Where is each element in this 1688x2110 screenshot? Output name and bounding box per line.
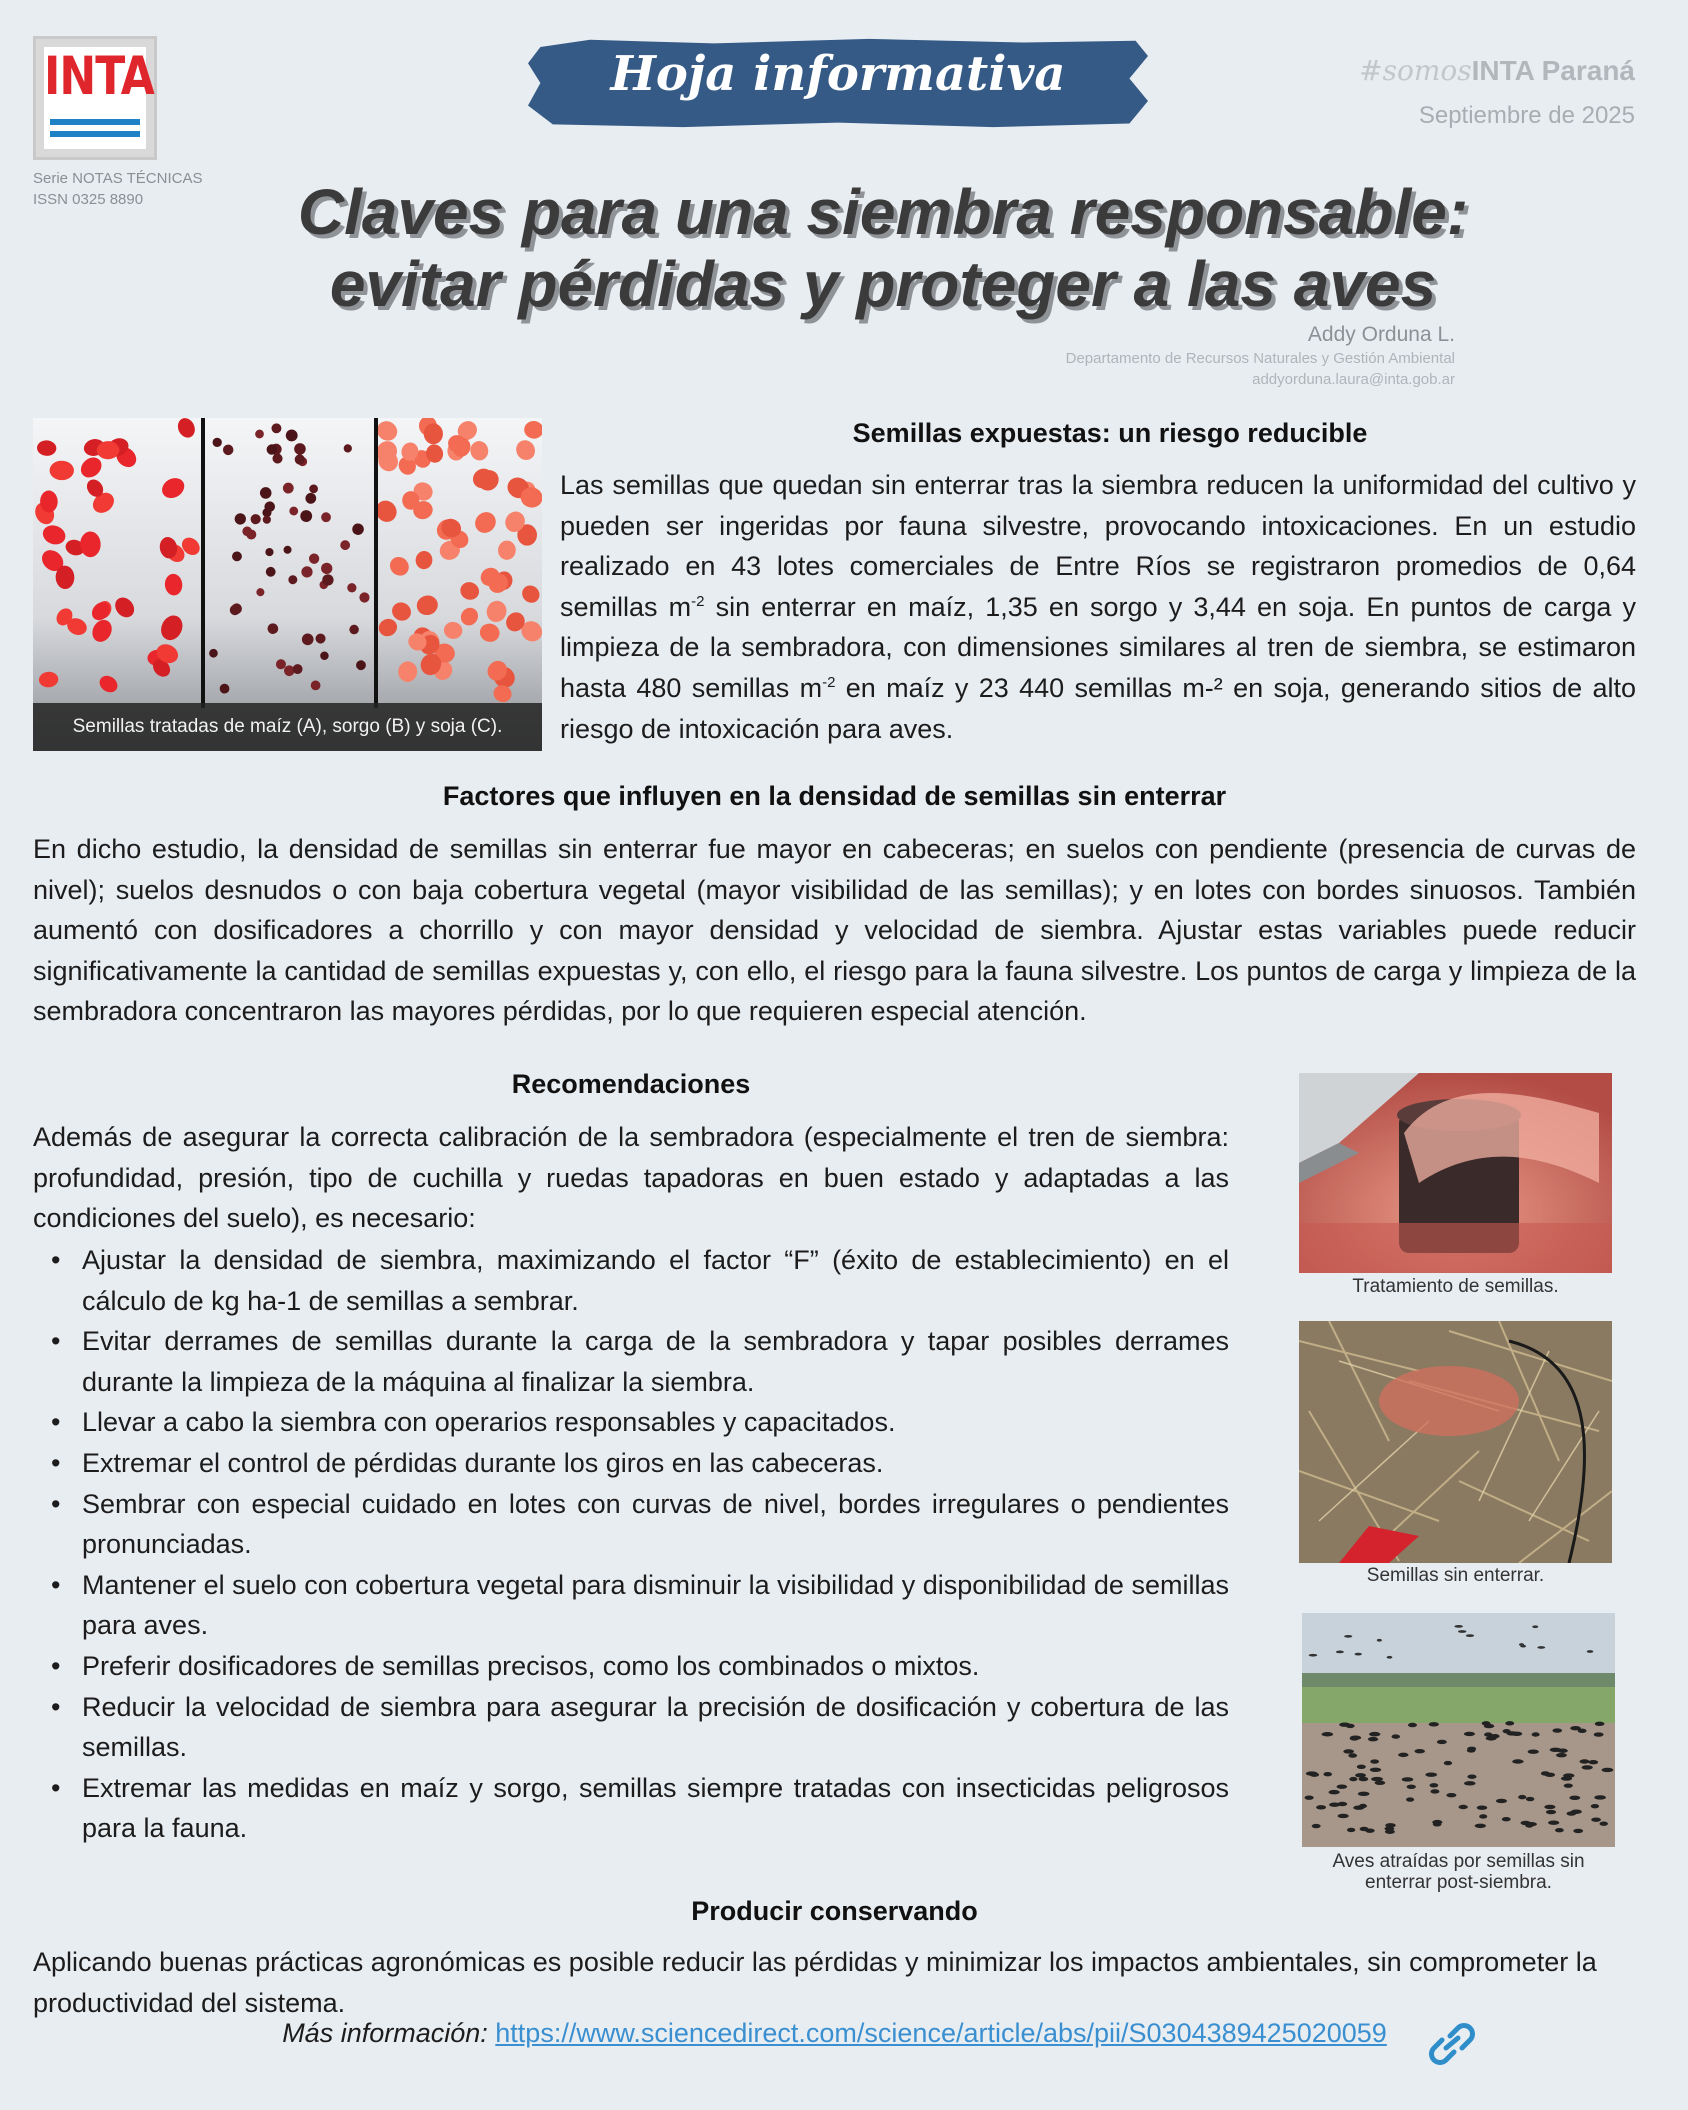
bird	[1511, 1732, 1522, 1736]
bird	[1505, 1721, 1514, 1725]
brand	[1359, 54, 1635, 87]
bird	[1358, 1792, 1370, 1796]
bird	[1359, 1777, 1369, 1781]
section-title-exposed-seeds: Semillas expuestas: un riesgo reducible	[852, 418, 1368, 448]
bird	[1588, 1760, 1598, 1764]
author-block	[1066, 322, 1455, 390]
bird	[1600, 1822, 1608, 1826]
bird	[1336, 1651, 1344, 1654]
bird	[1528, 1750, 1539, 1754]
bird	[1408, 1723, 1417, 1727]
bird	[1350, 1736, 1359, 1740]
bird	[1595, 1722, 1605, 1726]
bird	[1430, 1789, 1439, 1793]
bird	[1479, 1814, 1487, 1818]
bird	[1532, 1625, 1538, 1628]
bird	[1312, 1824, 1321, 1828]
section-body-factors: En dicho estudio, la densidad de semillas sin enterrar fue mayor en cabeceras; en suelos con pendiente (presencia de curvas de nivel); suelos desnudos o con baja cobertura vegetal (mayor visibilidad de las semillas); y en lotes con bordes sinuosos. También aumentó con dosificadores a chorrillo y con mayor densidad y velocidad de siembra. Ajustar estas variables puede reducir significativamente la cantidad de semillas expuestas y, con ello, el riesgo para la fauna silvestre. Los puntos de carga y limpieza de la sembradora concentraron las mayores pérdidas, por lo que requieren especial atención.	[33, 834, 1636, 1027]
photo-birds	[1302, 1613, 1615, 1847]
bird	[1525, 1822, 1537, 1826]
bird	[1594, 1732, 1604, 1736]
bird	[1346, 1724, 1355, 1728]
bird	[1398, 1753, 1408, 1757]
series-label: Serie NOTAS TÉCNICAS	[33, 170, 203, 187]
bird	[1458, 1805, 1467, 1809]
bird	[1518, 1795, 1526, 1799]
bird	[1587, 1650, 1594, 1653]
seeds-caption: Semillas tratadas de maíz (A), sorgo (B) y soja (C).	[33, 703, 542, 751]
bird	[1552, 1728, 1562, 1732]
bird	[1546, 1810, 1556, 1814]
bird	[1444, 1761, 1452, 1765]
bird	[1385, 1830, 1395, 1834]
bird	[1446, 1793, 1456, 1797]
logo-text: INTA	[44, 45, 154, 108]
bird	[1329, 1802, 1340, 1806]
bird	[1407, 1785, 1416, 1789]
title-line-1: Claves para una siembra responsable:	[297, 176, 1469, 248]
list-item: • Llevar a cabo la siembra con operarios responsables y capacitados.	[33, 1402, 1229, 1443]
bird	[1387, 1656, 1393, 1659]
bird	[1602, 1768, 1614, 1772]
list-item: • Extremar el control de pérdidas durante los giros en las cabeceras.	[33, 1443, 1229, 1484]
list-item: • Sembrar con especial cuidado en lotes con curvas de nivel, bordes irregulares o pendientes pronunciadas.	[33, 1484, 1229, 1565]
bird	[1337, 1785, 1348, 1789]
bird	[1570, 1726, 1581, 1730]
list-item: • Preferir dosificadores de semillas precisos, como los combinados o mixtos.	[33, 1646, 1229, 1687]
banner-title: Hoja informativa	[610, 46, 1066, 102]
bird	[1454, 1625, 1463, 1628]
bird	[1464, 1781, 1476, 1785]
bird	[1369, 1732, 1380, 1736]
bird	[1594, 1795, 1606, 1799]
bird	[1348, 1753, 1357, 1757]
superscript: -2	[691, 592, 705, 610]
bird	[1564, 1783, 1573, 1787]
bird	[1406, 1797, 1414, 1801]
bird	[1563, 1773, 1574, 1777]
text-fragment: Las semillas que quedan sin enterrar tras la siembra reducen la uniformidad del cultivo y pueden ser ingeridas por fauna silvestre, provocando intoxicaciones. En un estudio realizado en 43 lotes comerciales de Entre Ríos se registraron promedios de 0,64 semillas m	[560, 470, 1636, 622]
text-fragment: sin enterrar en maíz, 1,35 en sorgo y 3,44 en soja. En puntos de carga y limpieza de la sembradora, con dimensiones similares al tren de siembra, se estimaron hasta 480 semillas m	[560, 591, 1636, 703]
bird	[1458, 1630, 1467, 1633]
bird	[1484, 1724, 1494, 1728]
bird	[1544, 1805, 1555, 1809]
photo-unburied-seeds	[1299, 1321, 1612, 1563]
bird	[1343, 1749, 1354, 1753]
list-item: • Mantener el suelo con cobertura vegetal para disminuir la visibilidad y disponibilidad de semillas para aves.	[33, 1565, 1229, 1646]
bird	[1305, 1795, 1314, 1799]
bird	[1464, 1732, 1475, 1736]
author-email: addyorduna.laura@inta.gob.ar	[1252, 371, 1455, 388]
bird	[1355, 1653, 1362, 1656]
bird	[1579, 1759, 1589, 1763]
bird	[1582, 1765, 1593, 1769]
bird	[1370, 1768, 1382, 1772]
bird	[1306, 1771, 1318, 1775]
bird	[1323, 1772, 1332, 1776]
photo-caption: Semillas sin enterrar.	[1366, 1565, 1545, 1586]
bird	[1548, 1820, 1559, 1824]
bird	[1433, 1822, 1442, 1826]
bird	[1591, 1804, 1599, 1808]
bird	[1503, 1729, 1511, 1733]
bird	[1467, 1748, 1476, 1752]
bird	[1555, 1828, 1564, 1832]
bird	[1486, 1736, 1497, 1740]
seeds-figure	[33, 418, 542, 751]
seed	[50, 461, 74, 481]
bird	[1370, 1759, 1379, 1763]
bird	[1355, 1773, 1366, 1777]
list-item: • Evitar derrames de semillas durante la carga de la sembradora y tapar posibles derrames durante la limpieza de la máquina al finalizar la siembra.	[33, 1321, 1229, 1402]
more-info-label: Más información:	[282, 2018, 488, 2048]
bird	[1377, 1639, 1382, 1642]
bird	[1371, 1777, 1383, 1781]
section-title-factors: Factores que influyen en la densidad de semillas sin enterrar	[442, 781, 1227, 811]
section-body-conclusion: Aplicando buenas prácticas agronómicas es posible reducir las pérdidas y minimizar los impactos ambientales, sin comprometer la productividad del sistema.	[33, 1947, 1597, 2018]
bird	[1316, 1805, 1326, 1809]
bird	[1466, 1634, 1474, 1637]
issn-label: ISSN 0325 8890	[33, 191, 144, 208]
bird	[1322, 1732, 1334, 1736]
list-item: • Extremar las medidas en maíz y sorgo, semillas siempre tratadas con insecticidas peligrosos para la fauna.	[33, 1768, 1229, 1849]
bird	[1309, 1654, 1318, 1657]
bird	[1344, 1635, 1352, 1638]
bird	[1328, 1790, 1339, 1794]
bird	[1556, 1753, 1567, 1757]
bird	[1368, 1737, 1378, 1741]
bird	[1357, 1765, 1366, 1769]
brand-hashtag: #somos	[1359, 54, 1472, 87]
bird	[1573, 1829, 1583, 1833]
more-info	[33, 2018, 1636, 2049]
bird	[1526, 1797, 1535, 1801]
bird	[1519, 1643, 1524, 1646]
bird	[1532, 1732, 1540, 1736]
seeds-illustration	[33, 418, 542, 751]
bird	[1365, 1828, 1374, 1832]
bird	[1353, 1806, 1364, 1810]
bird	[1571, 1810, 1582, 1814]
link-icon[interactable]	[1424, 2022, 1482, 2066]
bird	[1502, 1817, 1511, 1821]
bird	[1569, 1796, 1580, 1800]
photo-caption: Aves atraídas por semillas sin enterrar post-siembra.	[1332, 1851, 1585, 1893]
page-title	[160, 176, 1606, 320]
list-item: • Ajustar la densidad de siembra, maximizando el factor “F” (éxito de establecimiento) en el cálculo de kg ha-1 de semillas a sembrar.	[33, 1240, 1229, 1321]
bird	[1429, 1722, 1439, 1726]
superscript: -2	[822, 673, 836, 691]
bird	[1484, 1732, 1492, 1736]
bird	[1550, 1748, 1562, 1752]
bird	[1338, 1814, 1349, 1818]
photo-seed-treatment	[1299, 1073, 1612, 1273]
title-line-2: evitar pérdidas y proteger a las aves	[329, 248, 1437, 320]
brand-name: INTA Paraná	[1471, 55, 1635, 86]
bird	[1392, 1734, 1400, 1738]
issue-date: Septiembre de 2025	[1418, 102, 1635, 129]
bird	[1375, 1781, 1386, 1785]
bird	[1477, 1806, 1488, 1810]
bird	[1496, 1799, 1507, 1803]
bird	[1425, 1772, 1437, 1776]
author-department: Departamento de Recursos Naturales y Gestión Ambiental	[1065, 350, 1455, 367]
bird	[1349, 1777, 1357, 1781]
author-name: Addy Orduna L.	[1307, 323, 1455, 346]
bird	[1467, 1774, 1476, 1778]
bird	[1430, 1783, 1439, 1787]
bird	[1437, 1740, 1447, 1744]
bird	[1475, 1824, 1486, 1828]
bird	[1347, 1828, 1355, 1832]
bird	[1591, 1817, 1601, 1821]
text-fragment: en maíz y 23 440 semillas m-² en soja, generando sitios de alto riesgo de intoxicación para aves.	[560, 672, 1636, 744]
recommendations-intro: Además de asegurar la correcta calibración de la sembradora (especialmente el tren de siembra: profundidad, presión, tipo de cuchilla y ruedas tapadoras en buen estado y adaptadas a las condiciones del suelo), es necesario:	[33, 1122, 1229, 1234]
photo-caption: Tratamiento de semillas.	[1352, 1276, 1559, 1297]
bird	[1402, 1777, 1414, 1781]
section-body-exposed-seeds	[560, 465, 1636, 749]
recommendations-list	[33, 1240, 1229, 1849]
bird	[1541, 1771, 1550, 1775]
bird	[1512, 1759, 1524, 1763]
bird	[1537, 1646, 1545, 1649]
bird	[1414, 1749, 1424, 1753]
inta-logo	[33, 36, 157, 160]
reference-link[interactable]: https://www.sciencedirect.com/science/article/abs/pii/S0304389425020059	[495, 2018, 1387, 2048]
section-title-conclusion: Producir conservando	[691, 1896, 978, 1926]
section-title-recommendations: Recomendaciones	[511, 1069, 751, 1099]
list-item: • Reducir la velocidad de siembra para asegurar la precisión de dosificación y cobertura de las semillas.	[33, 1687, 1229, 1768]
